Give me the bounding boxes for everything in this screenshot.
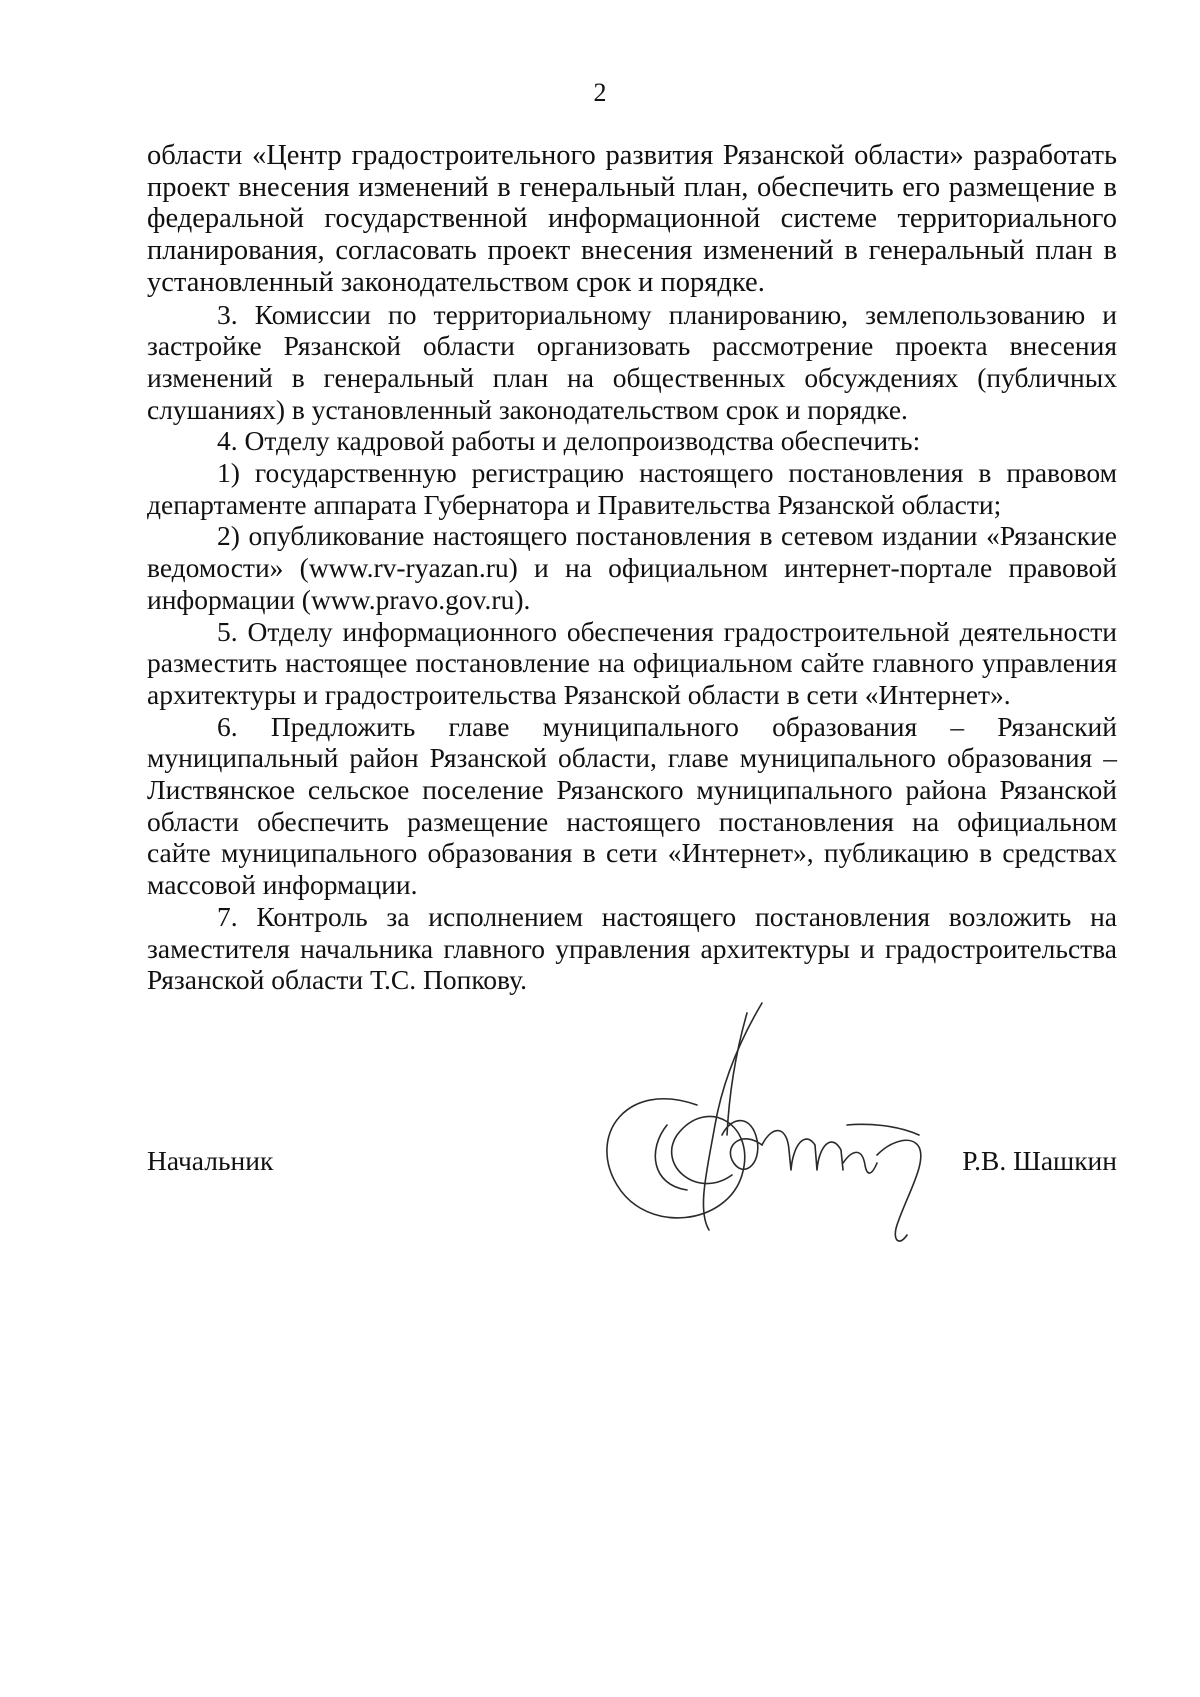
handwritten-signature xyxy=(547,985,1007,1255)
page-number: 2 xyxy=(593,78,607,107)
paragraph-subitem-2: 2) опубликование настоящего постановления в сетевом издании «Рязанские ведомости» (www.rv-ryazan.ru) и на официальном интернет-портале правовой информации (www.pravo.gov.ru). xyxy=(147,520,1117,615)
paragraph-item-6: 6. Предложить главе муниципального образования – Рязанский муниципальный район Рязанской области, главе муниципального образования – Листвянское сельское поселение Рязанского муниципального района Рязанской области обеспечить размещение настоящего постановления на официальном сайте муниципального образования в сети «Интернет», публикацию в средствах массовой информации. xyxy=(147,710,1117,901)
paragraph-continuation: области «Центр градостроительного развития Рязанской области» разработать проект внесения изменений в генеральный план, обеспечить его размещение в федеральной государственной информационной системе территориального планирования, согласовать проект внесения изменений в генеральный план в установленный законодательством срок и порядке. xyxy=(147,140,1117,298)
document-body xyxy=(147,140,1117,996)
paragraph-item-5: 5. Отделу информационного обеспечения градостроительной деятельности разместить настоящее постановление на официальном сайте главного управления архитектуры и градостроительства Рязанской области в сети «Интернет». xyxy=(147,615,1117,710)
paragraph-item-7: 7. Контроль за исполнением настоящего постановления возложить на заместителя начальника главного управления архитектуры и градостроительства Рязанской области Т.С. Попкову. xyxy=(147,900,1117,996)
paragraph-subitem-1: 1) государственную регистрацию настоящего постановления в правовом департаменте аппарата Губернатора и Правительства Рязанской области; xyxy=(147,457,1117,520)
signer-title: Начальник xyxy=(147,1145,274,1176)
paragraph-item-3: 3. Комиссии по территориальному планированию, землепользованию и застройке Рязанской области организовать рассмотрение проекта внесения изменений в генеральный план на общественных обсуждениях (публичных слушаниях) в установленный законодательством срок и порядке. xyxy=(147,298,1117,425)
signature-block xyxy=(147,1095,1117,1255)
signer-name: Р.В. Шашкин xyxy=(962,1145,1117,1176)
paragraph-item-4: 4. Отделу кадровой работы и делопроизводства обеспечить: xyxy=(217,425,921,457)
